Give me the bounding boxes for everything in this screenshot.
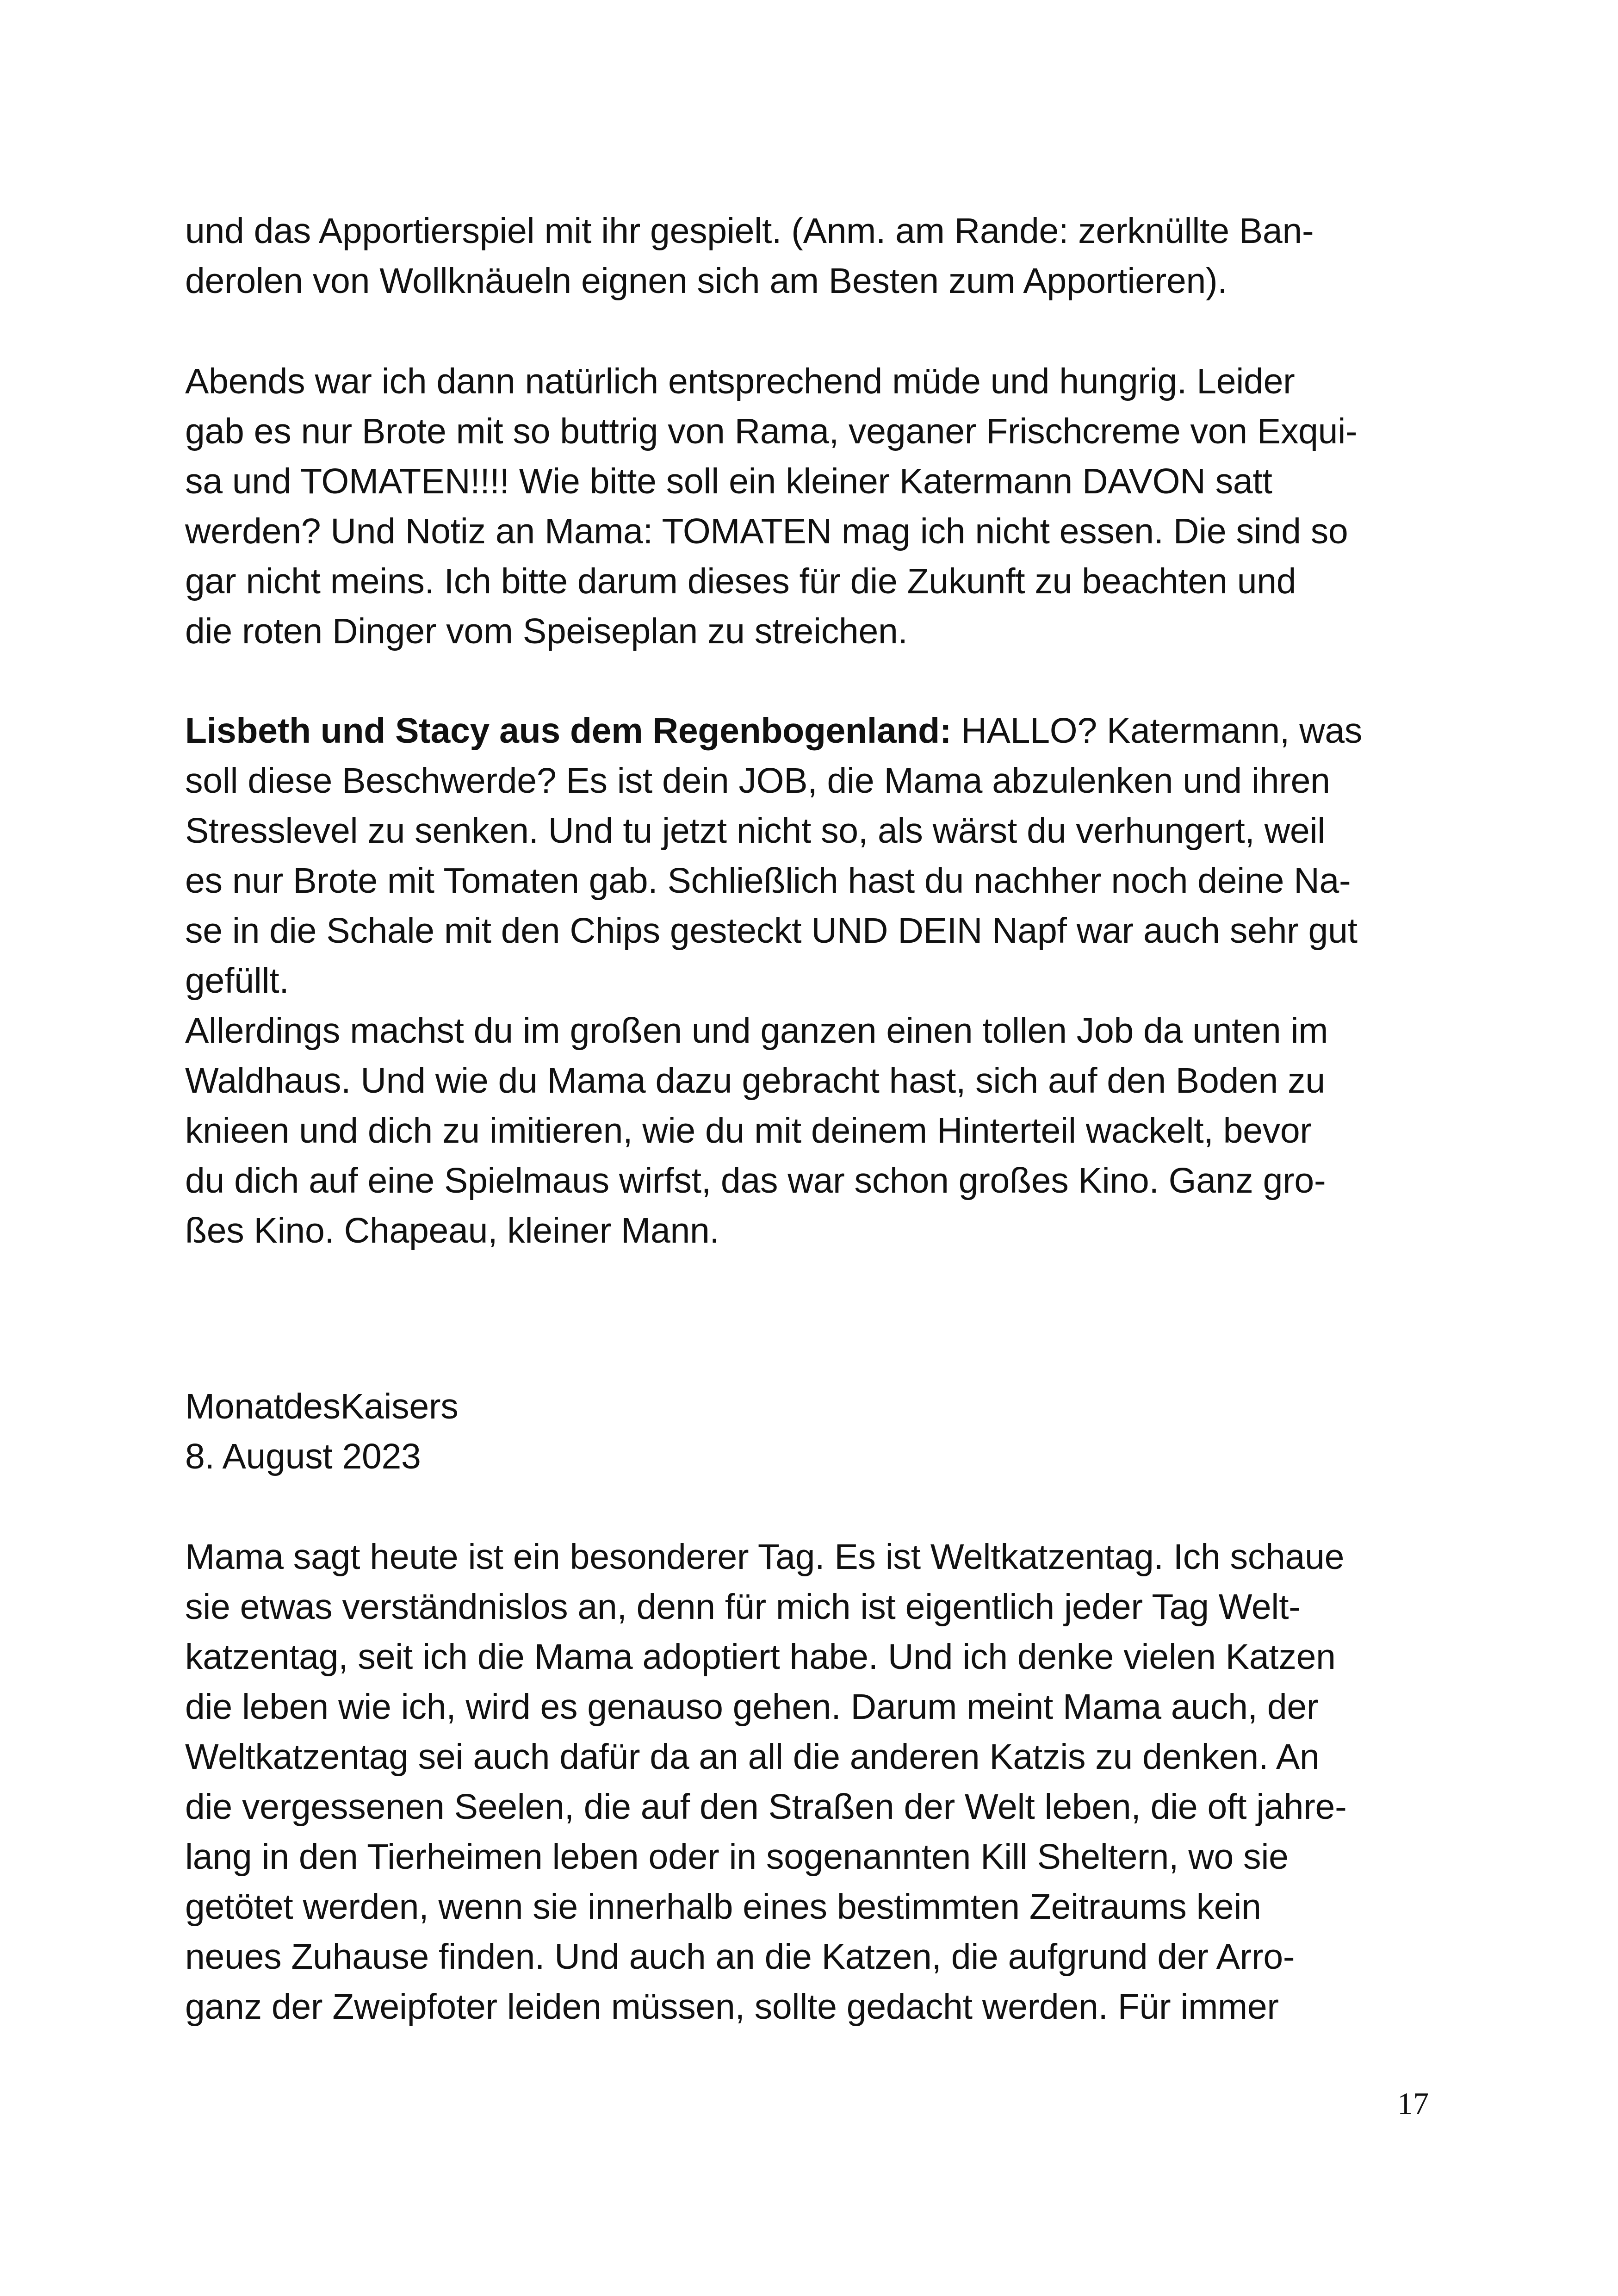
text-line: getötet werden, wenn sie innerhalb eines bestimmten Zeitraums kein	[185, 1887, 1261, 1927]
entry-title: MonatdesKaisers	[185, 1387, 459, 1426]
text-line: neues Zuhause finden. Und auch an die Katzen, die aufgrund der Arro-	[185, 1937, 1295, 1977]
text-line: werden? Und Notiz an Mama: TOMATEN mag ich nicht essen. Die sind so	[185, 511, 1348, 551]
text-line: soll diese Beschwerde? Es ist dein JOB, die Mama abzulenken und ihren	[185, 761, 1330, 801]
text-line: sie etwas verständnislos an, denn für mich ist eigentlich jeder Tag Welt-	[185, 1587, 1301, 1627]
text-line: du dich auf eine Spielmaus wirfst, das war schon großes Kino. Ganz gro-	[185, 1161, 1326, 1201]
text-line: die leben wie ich, wird es genauso gehen. Darum meint Mama auch, der	[185, 1687, 1319, 1727]
speaker-text: HALLO? Katermann, was	[951, 711, 1363, 751]
text-line: lang in den Tierheimen leben oder in sogenannten Kill Sheltern, wo sie	[185, 1837, 1289, 1877]
text-line: Waldhaus. Und wie du Mama dazu gebracht hast, sich auf den Boden zu	[185, 1061, 1325, 1101]
text-line: gar nicht meins. Ich bitte darum dieses für die Zukunft zu beachten und	[185, 561, 1296, 601]
speaker-label: Lisbeth und Stacy aus dem Regenbogenland:	[185, 711, 952, 751]
page-number: 17	[1397, 2086, 1429, 2121]
text-line: se in die Schale mit den Chips gesteckt UND DEIN Napf war auch sehr gut	[185, 911, 1358, 951]
text-line: Weltkatzentag sei auch dafür da an all die anderen Katzis zu denken. An	[185, 1737, 1320, 1777]
text-line: Allerdings machst du im großen und ganzen einen tollen Job da unten im	[185, 1011, 1328, 1051]
text-line: die vergessenen Seelen, die auf den Straßen der Welt leben, die oft jahre-	[185, 1787, 1347, 1827]
text-line: und das Apportierspiel mit ihr gespielt. (Anm. am Rande: zerknüllte Ban-	[185, 211, 1314, 251]
text-line: ganz der Zweipfoter leiden müssen, sollte gedacht werden. Für immer	[185, 1987, 1279, 2027]
text-line: ßes Kino. Chapeau, kleiner Mann.	[185, 1211, 719, 1251]
text-line: Mama sagt heute ist ein besonderer Tag. Es ist Weltkatzentag. Ich schaue	[185, 1537, 1345, 1577]
text-line: gab es nur Brote mit so buttrig von Rama, veganer Frischcreme von Exqui-	[185, 411, 1358, 451]
text-line: sa und TOMATEN!!!! Wie bitte soll ein kleiner Katermann DAVON satt	[185, 461, 1272, 501]
text-line: Abends war ich dann natürlich entsprechend müde und hungrig. Leider	[185, 361, 1295, 401]
text-line: knieen und dich zu imitieren, wie du mit deinem Hinterteil wackelt, bevor	[185, 1111, 1312, 1151]
text-line: die roten Dinger vom Speiseplan zu streichen.	[185, 611, 908, 651]
text-line: es nur Brote mit Tomaten gab. Schließlich hast du nachher noch deine Na-	[185, 861, 1351, 901]
text-line: derolen von Wollknäueln eignen sich am Besten zum Apportieren).	[185, 261, 1227, 301]
speaker-line	[185, 706, 1362, 756]
entry-date: 8. August 2023	[185, 1437, 421, 1476]
text-line: katzentag, seit ich die Mama adoptiert habe. Und ich denke vielen Katzen	[185, 1637, 1336, 1677]
text-line: gefüllt.	[185, 961, 289, 1001]
text-line: Stresslevel zu senken. Und tu jetzt nicht so, als wärst du verhungert, weil	[185, 811, 1326, 851]
